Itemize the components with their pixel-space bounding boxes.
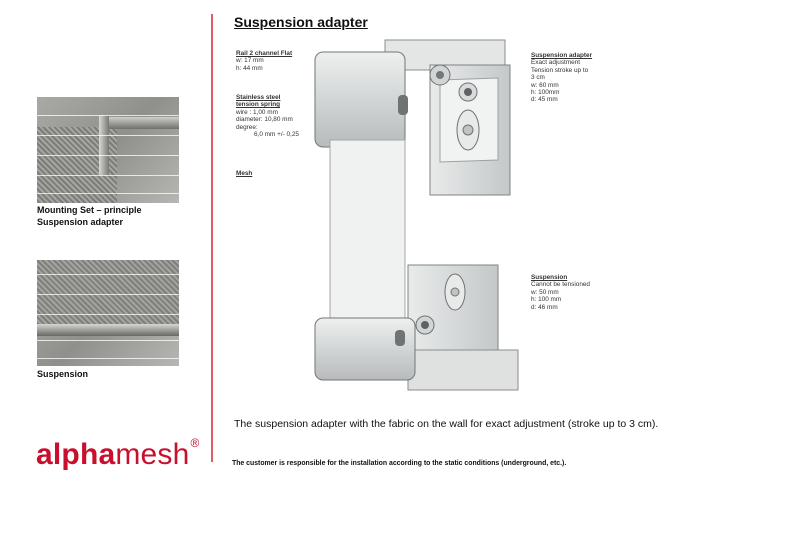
rail-annotation: Rail 2 channel Flat w: 17 mm h: 44 mm [236, 50, 293, 72]
mesh-annotation: Mesh [236, 170, 253, 177]
responsibility-note: The customer is responsible for the installation according to the static conditions (underground, etc.). [232, 460, 567, 467]
photo1-caption: Mounting Set – principle Suspension adapter [37, 205, 142, 227]
adapter-annotation: Suspension adapter Exact adjustment Tension stroke up to 3 cm w: 60 mm h: 100mm d: 45 mm [531, 52, 593, 104]
spring-annotation: Stainless steel tension spring wire : 1,00 mm diameter: 10,80 mm degree: 6,0 mm +/- 0,25 [236, 94, 299, 139]
photo2-caption: Suspension [37, 369, 89, 379]
description-text: The suspension adapter with the fabric on the wall for exact adjustment (stroke up to 3 cm). [234, 418, 659, 430]
page-title: Suspension adapter [234, 14, 368, 30]
alphamesh-logo: alphamesh® [36, 436, 200, 471]
suspension-photo [37, 260, 179, 366]
divider-line [211, 14, 213, 462]
mounting-set-photo [37, 97, 179, 203]
suspension-adapter-drawing [300, 30, 530, 410]
suspension-annotation: Suspension Cannot be tensioned w: 50 mm h: 100 mm d: 46 mm [531, 274, 590, 311]
